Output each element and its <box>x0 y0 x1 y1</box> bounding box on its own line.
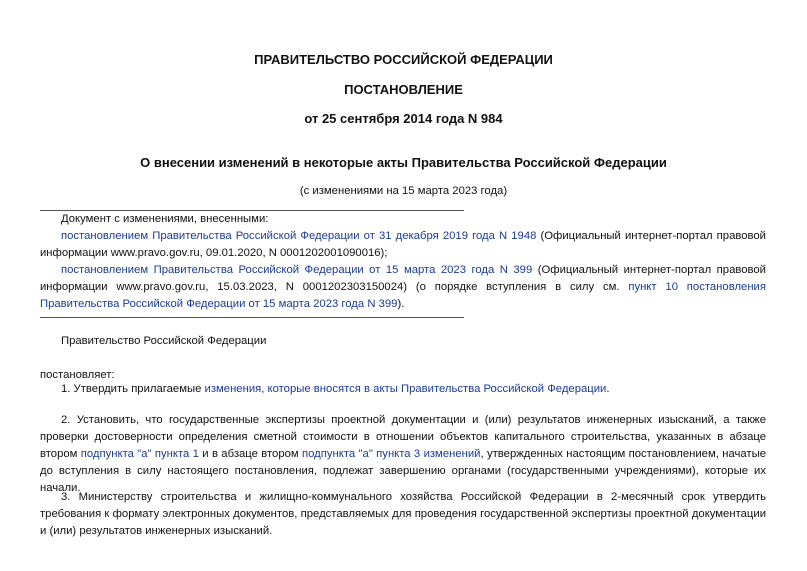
government-line: Правительство Российской Федерации <box>61 335 267 347</box>
document-date: от 25 сентября 2014 года N 984 <box>304 111 503 126</box>
subclause-a-clause-1-link[interactable]: подпункта "а" пункта 1 <box>80 448 199 460</box>
decides-line: постановляет: <box>40 369 115 381</box>
paragraph-2 <box>40 412 766 497</box>
document-title: О внесении изменений в некоторые акты Правительства Российской Федерации <box>140 155 667 170</box>
changes-bottom-divider <box>40 317 464 318</box>
changes-intro: Документ с изменениями, внесенными: <box>61 213 269 225</box>
amendments-link[interactable]: изменения, которые вносятся в акты Правительства Российской Федерации <box>204 383 607 395</box>
paragraph-2-text-c: , утвержденных настоящим постановлением, начатые до вступления в силу настоящего постановления, подлежат завершению органами (государственными учреждениями), которые их начали. <box>40 448 766 494</box>
entry-into-force-link[interactable]: пункт 10 постановления Правительства Российской Федерации от 15 марта 2023 года N 399 <box>40 281 766 310</box>
change-link-399[interactable]: постановлением Правительства Российской Федерации от 15 марта 2023 года N 399 <box>61 264 533 276</box>
paragraph-2-text-b: и в абзаце втором <box>198 448 303 460</box>
change-link-1948[interactable]: постановлением Правительства Российской Федерации от 31 декабря 2019 года N 1948 <box>61 230 537 242</box>
change-item-1 <box>40 228 766 262</box>
paragraph-1-end: . <box>606 383 610 395</box>
paragraph-2-text-a: 2. Установить, что государственные экспертизы проектной документации и (или) результатов инженерных изысканий, а также проверки достоверности определения сметной стоимости в отношении объектов капитального строительства, указанных в абзаце втором <box>40 414 766 460</box>
paragraph-1-text: 1. Утвердить прилагаемые <box>61 383 205 395</box>
paragraph-3: 3. Министерству строительства и жилищно-коммунального хозяйства Российской Федерации в 2-месячный срок утвердить требования к формату электронных документов, представляемых для проведения государственной экспертизы проектной документации и (или) результатов инженерных изысканий. <box>40 491 766 537</box>
subclause-a-clause-3-link[interactable]: подпункта "а" пункта 3 изменений <box>302 448 481 460</box>
change-item-1-text: (Официальный интернет-портал правовой информации www.pravo.gov.ru, 09.01.2020, N 0001202001090016); <box>40 230 766 259</box>
government-heading: ПРАВИТЕЛЬСТВО РОССИЙСКОЙ ФЕДЕРАЦИИ <box>254 52 553 67</box>
document-type: ПОСТАНОВЛЕНИЕ <box>344 82 463 97</box>
edition-note: (с изменениями на 15 марта 2023 года) <box>299 185 508 197</box>
change-item-2 <box>40 262 766 313</box>
change-item-2-end: ). <box>397 298 405 310</box>
change-item-2-text: (Официальный интернет-портал правовой информации www.pravo.gov.ru, 15.03.2023, N 0001202303150024) (о порядке вступления в силу см. <box>40 264 766 293</box>
paragraph-1 <box>40 381 766 398</box>
